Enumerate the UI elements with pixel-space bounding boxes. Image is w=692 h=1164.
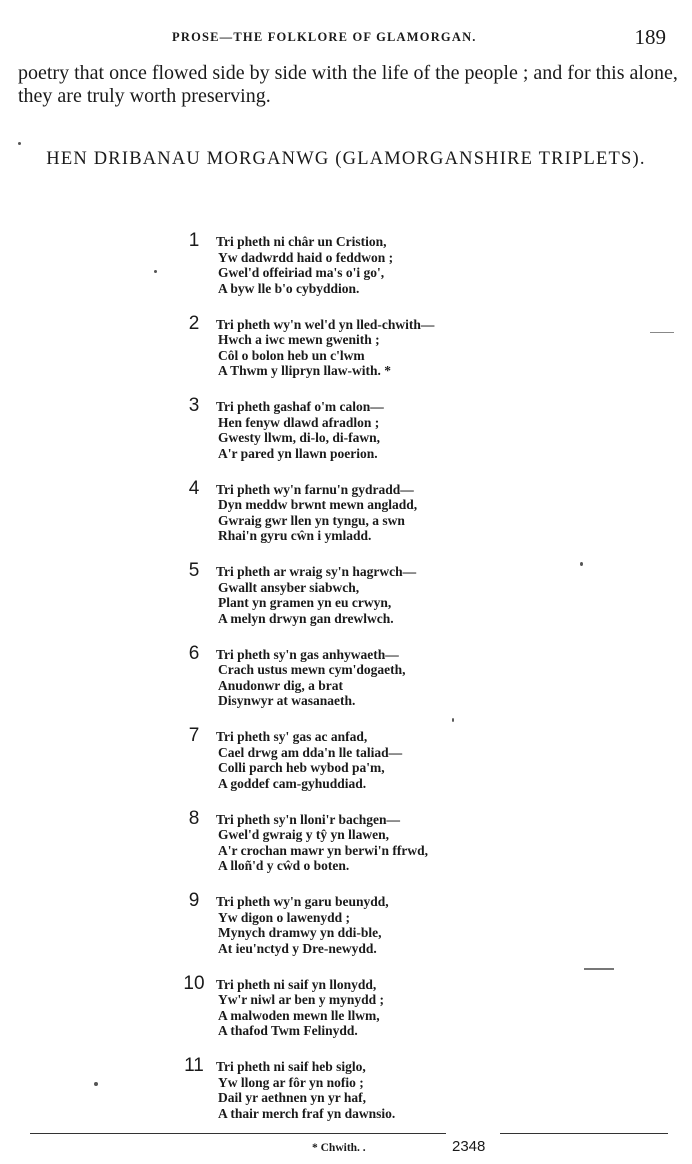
stanza-line: Gwel'd gwraig y tŷ yn llawen, (218, 827, 389, 842)
footnote: * Chwith. . (312, 1142, 366, 1154)
stanza-line: Tri pheth ni saif yn llonydd, (216, 976, 377, 992)
stanza-lines (216, 317, 434, 379)
stanza-lines (216, 729, 402, 791)
stanza-line: A'r pared yn llawn poerion. (218, 445, 378, 461)
stanza-line: Tri pheth wy'n wel'd yn lled-chwith— (216, 316, 435, 332)
stanza-line: A lloñ'd y cŵd o boten. (218, 858, 350, 873)
stanza-number: 3 (188, 395, 200, 416)
stanza-number: 6 (188, 642, 200, 664)
speck (18, 142, 21, 145)
stanza-lines (216, 564, 416, 626)
footer-rule-right (500, 1133, 668, 1134)
stanza-line: Yw llong ar fôr yn nofio ; (218, 1074, 364, 1090)
running-title: PROSE—THE FOLKLORE OF GLAMORGAN. (172, 30, 477, 44)
stanza-lines (216, 894, 389, 956)
speck (452, 718, 454, 722)
stanza-line: A thair merch fraf yn dawnsio. (218, 1105, 396, 1121)
stanza (180, 973, 600, 1056)
stanza-line: Tri pheth ni saif heb siglo, (216, 1059, 366, 1074)
stanza (180, 478, 600, 561)
stanza-line: A goddef cam-gyhuddiad. (218, 775, 367, 791)
stanza-line: Tri pheth gashaf o'm calon— (216, 399, 384, 414)
speck (584, 968, 614, 970)
stanza-list (180, 230, 600, 1138)
stanza (180, 313, 600, 396)
stanza-number: 7 (188, 725, 200, 746)
stanza-lines (216, 647, 406, 709)
stanza-line: A Thwm y llipryn llaw-with. * (218, 363, 392, 378)
stanza-line: Gwallt ansyber siabwch, (218, 579, 360, 595)
stanza-line: Tri pheth wy'n garu beunydd, (216, 894, 389, 909)
stanza-lines (216, 234, 393, 296)
stanza (180, 890, 600, 973)
speck (154, 270, 157, 273)
intro-paragraph: poetry that once flowed side by side with the life of the people ; and for this alone, they are truly worth preserving. (18, 62, 678, 107)
stanza (180, 560, 600, 643)
stanza-line: Plant yn gramen yn eu crwyn, (218, 595, 392, 610)
stanza-number: 9 (188, 890, 200, 911)
stanza-line: Tri pheth sy' gas ac anfad, (216, 729, 368, 744)
stanza-line: A byw lle b'o cybyddion. (218, 280, 360, 296)
speck (650, 332, 674, 333)
stanza-number: 5 (188, 560, 200, 581)
reference-number: 2348 (452, 1138, 486, 1155)
stanza-number: 4 (188, 477, 200, 499)
stanza-line: Gwesty llwm, di-lo, di-fawn, (218, 430, 380, 445)
stanza (180, 395, 600, 478)
stanza (180, 1055, 600, 1138)
stanza-lines (216, 482, 417, 544)
speck (94, 1082, 98, 1086)
stanza (180, 725, 600, 808)
stanza-line: At ieu'nctyd y Dre-newydd. (218, 940, 377, 956)
stanza-line: Yw digon o lawenydd ; (218, 909, 351, 925)
stanza-line: Dyn meddw brwnt mewn angladd, (218, 497, 418, 512)
speck (580, 562, 583, 566)
stanza (180, 643, 600, 726)
stanza-line: Tri pheth wy'n farnu'n gydradd— (216, 481, 414, 497)
stanza-lines (216, 399, 384, 461)
stanza-line: Yw dadwrdd haid o feddwon ; (218, 249, 394, 265)
section-heading: HEN DRIBANAU MORGANWG (GLAMORGANSHIRE TRIPLETS). (46, 149, 646, 169)
stanza-number: 2 (188, 312, 200, 334)
stanza-line: Gwraig gwr llen yn tyngu, a swn (218, 512, 405, 528)
stanza-number: 11 (184, 1055, 204, 1076)
stanza-lines (216, 812, 428, 874)
page-number: 189 (634, 25, 666, 49)
stanza-line: Disynwyr at wasanaeth. (218, 693, 356, 708)
footer-rule-center (170, 1133, 446, 1134)
stanza-number: 8 (188, 807, 200, 829)
stanza-line: Tri pheth sy'n gas anhywaeth— (216, 646, 399, 662)
stanza-number: 1 (188, 230, 200, 251)
stanza-line: Tri pheth ar wraig sy'n hagrwch— (216, 564, 417, 579)
stanza-line: Anudonwr dig, a brat (218, 677, 344, 693)
stanza (180, 230, 600, 313)
stanza-lines (216, 977, 384, 1039)
stanza-line: Dail yr aethnen yn yr haf, (218, 1090, 367, 1105)
stanza-line: Côl o bolon heb un c'lwm (218, 347, 365, 363)
footer-rule-left (30, 1133, 170, 1134)
running-head (0, 25, 692, 49)
stanza-line: Cael drwg am dda'n lle taliad— (218, 744, 403, 760)
stanza-line: Colli parch heb wybod pa'm, (218, 760, 385, 775)
stanza-line: Gwel'd offeiriad ma's o'i go', (218, 265, 385, 280)
stanza-line: Tri pheth sy'n lloni'r bachgen— (216, 811, 401, 827)
stanza (180, 808, 600, 891)
stanza-line: Hwch a iwc mewn gwenith ; (218, 332, 380, 347)
stanza-line: A malwoden mewn lle llwm, (218, 1007, 380, 1023)
stanza-line: Yw'r niwl ar ben y mynydd ; (218, 992, 385, 1007)
stanza-line: Crach ustus mewn cym'dogaeth, (218, 662, 406, 677)
stanza-line: A thafod Twm Felinydd. (218, 1023, 358, 1038)
stanza-line: Hen fenyw dlawd afradlon ; (218, 414, 380, 430)
stanza-line: Rhai'n gyru cŵn i ymladd. (218, 528, 372, 543)
stanza-lines (216, 1059, 395, 1121)
stanza-number: 10 (183, 972, 205, 994)
stanza-line: A'r crochan mawr yn berwi'n ffrwd, (218, 842, 428, 858)
stanza-line: Mynych dramwy yn ddi-ble, (218, 925, 382, 940)
stanza-line: A melyn drwyn gan drewlwch. (218, 610, 394, 626)
stanza-line: Tri pheth ni châr un Cristion, (216, 234, 387, 249)
